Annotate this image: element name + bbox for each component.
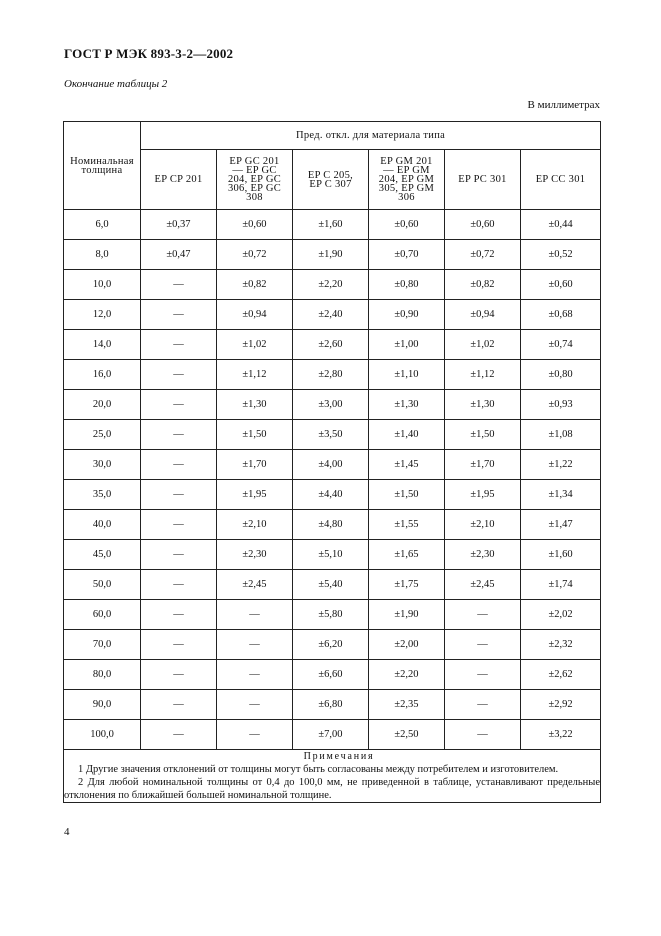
thickness-cell: 12,0 [64, 300, 141, 330]
tolerance-cell: ±1,55 [369, 510, 445, 540]
tolerance-cell: — [217, 600, 293, 630]
thickness-cell: 6,0 [64, 210, 141, 240]
tolerance-cell: — [141, 360, 217, 390]
tolerance-cell: — [141, 480, 217, 510]
tolerance-cell: ±2,92 [521, 690, 601, 720]
tolerance-cell: ±1,12 [445, 360, 521, 390]
tolerance-cell: ±5,10 [293, 540, 369, 570]
tolerance-cell: ±1,22 [521, 450, 601, 480]
tolerance-cell: — [141, 450, 217, 480]
tolerance-cell: ±2,30 [445, 540, 521, 570]
thickness-cell: 80,0 [64, 660, 141, 690]
tolerance-cell: ±1,08 [521, 420, 601, 450]
tolerance-cell: ±1,50 [445, 420, 521, 450]
tolerance-cell: — [141, 540, 217, 570]
thickness-cell: 100,0 [64, 720, 141, 750]
tolerance-cell: ±0,94 [217, 300, 293, 330]
tolerance-cell: — [141, 690, 217, 720]
tolerance-cell: ±0,68 [521, 300, 601, 330]
table-row [64, 330, 601, 360]
thickness-cell: 70,0 [64, 630, 141, 660]
tolerance-cell: ±2,10 [445, 510, 521, 540]
thickness-cell: 8,0 [64, 240, 141, 270]
tolerance-cell: ±1,00 [369, 330, 445, 360]
tolerance-cell: ±4,40 [293, 480, 369, 510]
thickness-cell: 45,0 [64, 540, 141, 570]
table-row [64, 420, 601, 450]
table-row [64, 360, 601, 390]
tolerance-cell: — [217, 660, 293, 690]
tolerance-cell: — [141, 660, 217, 690]
tolerance-cell: ±1,45 [369, 450, 445, 480]
tolerance-cell: — [445, 690, 521, 720]
tolerance-cell: ±1,75 [369, 570, 445, 600]
tolerance-cell: ±6,20 [293, 630, 369, 660]
tolerance-cell: ±2,20 [369, 660, 445, 690]
tolerance-cell: ±0,47 [141, 240, 217, 270]
tolerance-table [63, 121, 601, 803]
table-row [64, 270, 601, 300]
tolerance-cell: — [217, 630, 293, 660]
tolerance-cell: ±0,60 [369, 210, 445, 240]
group-header: Пред. откл. для материала типа [141, 122, 601, 150]
tolerance-cell: ±1,90 [293, 240, 369, 270]
tolerance-cell: ±0,82 [445, 270, 521, 300]
notes-title: Примечания [303, 751, 375, 762]
thickness-cell: 25,0 [64, 420, 141, 450]
tolerance-cell: ±1,70 [445, 450, 521, 480]
tolerance-cell: ±1,30 [369, 390, 445, 420]
tolerance-cell: ±1,40 [369, 420, 445, 450]
tolerance-cell: ±6,80 [293, 690, 369, 720]
table-row [64, 660, 601, 690]
tolerance-cell: — [445, 660, 521, 690]
tolerance-cell: ±2,00 [369, 630, 445, 660]
tolerance-cell: ±1,95 [445, 480, 521, 510]
table-row [64, 390, 601, 420]
tolerance-cell: ±1,50 [369, 480, 445, 510]
tolerance-cell: ±2,20 [293, 270, 369, 300]
tolerance-cell: — [445, 720, 521, 750]
table-continuation-caption: Окончание таблицы 2 [64, 78, 168, 90]
thickness-cell: 10,0 [64, 270, 141, 300]
tolerance-cell: ±2,30 [217, 540, 293, 570]
tolerance-cell: ±6,60 [293, 660, 369, 690]
tolerance-cell: ±2,02 [521, 600, 601, 630]
thickness-cell: 60,0 [64, 600, 141, 630]
table-row [64, 570, 601, 600]
tolerance-cell: ±2,35 [369, 690, 445, 720]
tolerance-cell: ±2,32 [521, 630, 601, 660]
notes-block [64, 750, 601, 803]
tolerance-cell: ±0,70 [369, 240, 445, 270]
tolerance-cell: ±4,00 [293, 450, 369, 480]
tolerance-cell: — [141, 630, 217, 660]
column-header: EP GC 201 — EP GC 204, EP GC 306, EP GC 308 [217, 150, 293, 210]
tolerance-cell: ±0,93 [521, 390, 601, 420]
tolerance-cell: ±1,02 [445, 330, 521, 360]
tolerance-cell: ±0,80 [369, 270, 445, 300]
tolerance-cell: — [141, 600, 217, 630]
tolerance-cell: ±1,70 [217, 450, 293, 480]
tolerance-cell: — [141, 420, 217, 450]
tolerance-cell: — [141, 390, 217, 420]
thickness-cell: 40,0 [64, 510, 141, 540]
thickness-cell: 35,0 [64, 480, 141, 510]
tolerance-cell: — [217, 690, 293, 720]
tolerance-cell: ±3,22 [521, 720, 601, 750]
tolerance-cell: ±0,94 [445, 300, 521, 330]
tolerance-cell: ±0,37 [141, 210, 217, 240]
tolerance-cell: ±0,44 [521, 210, 601, 240]
tolerance-cell: ±1,90 [369, 600, 445, 630]
table-row [64, 720, 601, 750]
tolerance-cell: ±2,80 [293, 360, 369, 390]
thickness-cell: 14,0 [64, 330, 141, 360]
note-item: 1 Другие значения отклонений от толщины могут быть согласованы между потребителем и изготовителем. [78, 764, 559, 775]
tolerance-cell: ±5,40 [293, 570, 369, 600]
tolerance-cell: — [141, 270, 217, 300]
thickness-cell: 50,0 [64, 570, 141, 600]
tolerance-cell: ±1,60 [521, 540, 601, 570]
table-row [64, 300, 601, 330]
header-row-1 [64, 122, 601, 150]
tolerance-cell: ±2,45 [445, 570, 521, 600]
tolerance-cell: ±0,60 [445, 210, 521, 240]
tolerance-cell: ±1,30 [445, 390, 521, 420]
tolerance-cell: ±0,60 [521, 270, 601, 300]
tolerance-cell: ±1,60 [293, 210, 369, 240]
tolerance-cell: ±1,65 [369, 540, 445, 570]
row-header-thickness: Номинальная толщина [64, 122, 141, 210]
tolerance-cell: ±2,60 [293, 330, 369, 360]
tolerance-cell: ±0,90 [369, 300, 445, 330]
tolerance-cell: — [141, 300, 217, 330]
tolerance-cell: ±0,80 [521, 360, 601, 390]
tolerance-cell: ±7,00 [293, 720, 369, 750]
thickness-cell: 30,0 [64, 450, 141, 480]
tolerance-cell: ±0,72 [445, 240, 521, 270]
tolerance-cell: ±1,50 [217, 420, 293, 450]
tolerance-cell: ±2,62 [521, 660, 601, 690]
document-header: ГОСТ Р МЭК 893-3-2—2002 [64, 46, 234, 61]
tolerance-cell: ±1,12 [217, 360, 293, 390]
column-header: EP PC 301 [445, 150, 521, 210]
table-row [64, 450, 601, 480]
tolerance-cell: ±1,95 [217, 480, 293, 510]
tolerance-cell: ±1,30 [217, 390, 293, 420]
tolerance-cell: ±1,74 [521, 570, 601, 600]
table-row [64, 240, 601, 270]
tolerance-cell: — [141, 330, 217, 360]
tolerance-cell: ±2,50 [369, 720, 445, 750]
tolerance-cell: ±0,52 [521, 240, 601, 270]
tolerance-cell: ±3,50 [293, 420, 369, 450]
table-row [64, 600, 601, 630]
tolerance-cell: ±2,45 [217, 570, 293, 600]
tolerance-cell: — [445, 630, 521, 660]
tolerance-cell: ±1,02 [217, 330, 293, 360]
tolerance-cell: ±0,72 [217, 240, 293, 270]
header-row-2 [64, 150, 601, 210]
tolerance-cell: ±5,80 [293, 600, 369, 630]
note-item: 2 Для любой номинальной толщины от 0,4 до 100,0 мм, не приведенной в таблице, устанавливают предельные отклонения по ближайшей большей номинальной толщине. [64, 777, 601, 801]
column-header: EP GM 201 — EP GM 204, EP GM 305, EP GM 306 [369, 150, 445, 210]
table-row [64, 630, 601, 660]
units-label: В миллиметрах [527, 99, 600, 111]
tolerance-cell: ±1,34 [521, 480, 601, 510]
table-row [64, 480, 601, 510]
tolerance-cell: — [141, 510, 217, 540]
tolerance-cell: ±0,60 [217, 210, 293, 240]
tolerance-cell: — [141, 570, 217, 600]
thickness-cell: 90,0 [64, 690, 141, 720]
column-header: EP CC 301 [521, 150, 601, 210]
thickness-cell: 20,0 [64, 390, 141, 420]
tolerance-cell: ±4,80 [293, 510, 369, 540]
tolerance-cell: ±0,82 [217, 270, 293, 300]
table-row [64, 510, 601, 540]
column-header: EP C 205, EP C 307 [293, 150, 369, 210]
tolerance-cell: ±2,10 [217, 510, 293, 540]
tolerance-cell: — [217, 720, 293, 750]
tolerance-cell: — [141, 720, 217, 750]
table-row [64, 210, 601, 240]
table-row [64, 540, 601, 570]
tolerance-cell: ±0,74 [521, 330, 601, 360]
column-header: EP CP 201 [141, 150, 217, 210]
tolerance-cell: — [445, 600, 521, 630]
tolerance-cell: ±2,40 [293, 300, 369, 330]
tolerance-cell: ±1,10 [369, 360, 445, 390]
notes-row [64, 750, 601, 803]
page-number: 4 [64, 826, 70, 838]
tolerance-cell: ±1,47 [521, 510, 601, 540]
tolerance-cell: ±3,00 [293, 390, 369, 420]
thickness-cell: 16,0 [64, 360, 141, 390]
table-row [64, 690, 601, 720]
